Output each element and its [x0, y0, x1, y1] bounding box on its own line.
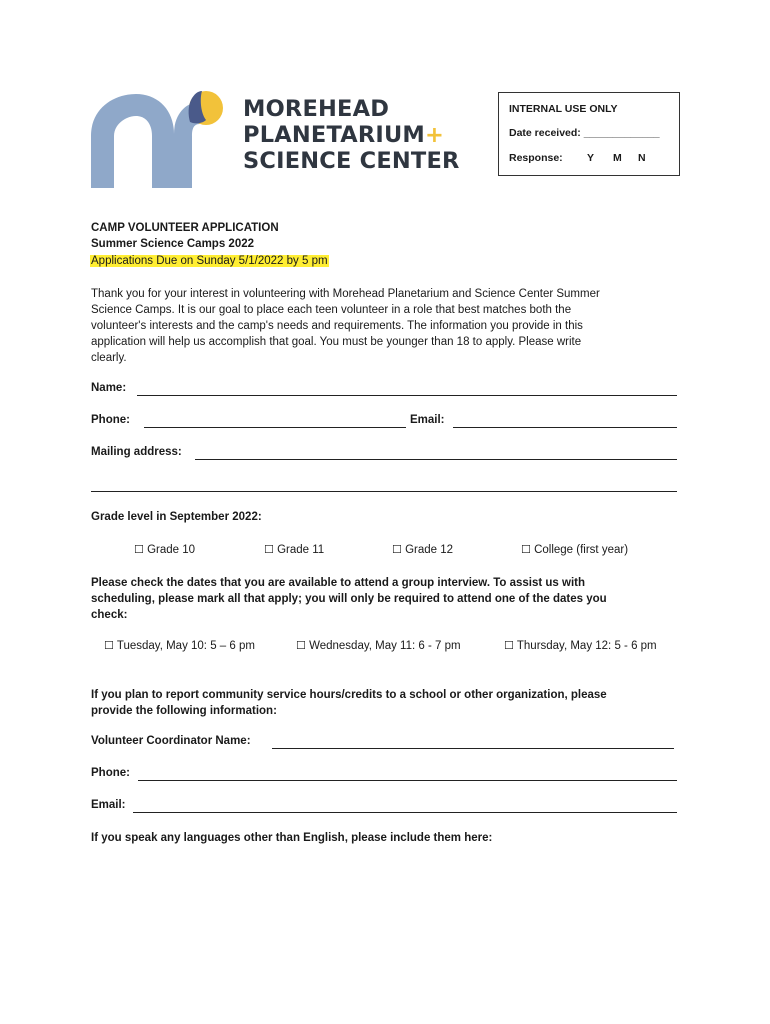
intro-line: clearly.	[91, 352, 127, 364]
instruction-line: Please check the dates that you are available to attend a group interview. To assist us with	[91, 577, 586, 589]
checkbox-icon: ☐	[392, 543, 402, 556]
coordinator-email-label: Email:	[91, 799, 126, 811]
intro-line: Thank you for your interest in volunteering with Morehead Planetarium and Science Center Summer	[91, 288, 600, 300]
response-option-y[interactable]: Y	[587, 152, 595, 164]
mailing-address-label: Mailing address:	[91, 446, 182, 458]
grade-10-checkbox[interactable]	[134, 543, 195, 556]
checkbox-icon: ☐	[504, 639, 514, 652]
interview-tuesday-checkbox[interactable]	[104, 639, 255, 652]
checkbox-icon: ☐	[296, 639, 306, 652]
instruction-line: If you plan to report community service hours/credits to a school or other organization, please	[91, 689, 607, 701]
logo-line-2	[243, 122, 460, 148]
college-checkbox[interactable]	[521, 543, 628, 556]
instruction-line: scheduling, please mark all that apply; you will only be required to attend one of the dates you	[91, 593, 607, 605]
instruction-line: provide the following information:	[91, 705, 277, 717]
coordinator-phone-label: Phone:	[91, 767, 130, 779]
interview-thursday-checkbox[interactable]	[504, 639, 657, 652]
email-label: Email:	[410, 414, 445, 426]
form-title: CAMP VOLUNTEER APPLICATION	[91, 222, 279, 234]
logo-line-3: SCIENCE CENTER	[243, 148, 460, 174]
logo-line-1: MOREHEAD	[243, 96, 390, 122]
response-option-n[interactable]: N	[638, 152, 646, 164]
logo-line-2-text: PLANETARIUM	[243, 122, 426, 148]
option-label: Grade 11	[277, 544, 325, 556]
internal-use-box	[498, 92, 680, 176]
organization-logo-text	[243, 96, 460, 174]
email-field[interactable]	[453, 427, 677, 428]
grade-level-label: Grade level in September 2022:	[91, 511, 262, 523]
coordinator-phone-field[interactable]	[138, 780, 677, 781]
coordinator-name-field[interactable]	[272, 748, 674, 749]
internal-use-title: INTERNAL USE ONLY	[509, 103, 618, 115]
plus-icon: +	[425, 122, 445, 148]
name-field[interactable]	[137, 395, 677, 396]
interview-wednesday-checkbox[interactable]	[296, 639, 461, 652]
option-label: Wednesday, May 11: 6 - 7 pm	[309, 640, 461, 652]
checkbox-icon: ☐	[521, 543, 531, 556]
phone-field[interactable]	[144, 427, 406, 428]
community-service-instructions	[91, 687, 691, 719]
phone-label: Phone:	[91, 414, 130, 426]
languages-label: If you speak any languages other than English, please include them here:	[91, 832, 493, 844]
interview-instructions	[91, 575, 691, 623]
checkbox-icon: ☐	[134, 543, 144, 556]
response-label: Response:	[509, 152, 563, 164]
option-label: Grade 12	[405, 544, 454, 556]
mailing-address-field[interactable]	[195, 459, 677, 460]
grade-12-checkbox[interactable]	[392, 543, 453, 556]
date-received-label: Date received: _____________	[509, 127, 660, 139]
intro-line: application will help us accomplish that goal. You must be younger than 18 to apply. Please write	[91, 336, 582, 348]
checkbox-icon: ☐	[264, 543, 274, 556]
checkbox-icon: ☐	[104, 639, 114, 652]
intro-line: Science Camps. It is our goal to place each teen volunteer in a role that best matches both the	[91, 304, 572, 316]
coordinator-name-label: Volunteer Coordinator Name:	[91, 735, 251, 747]
mailing-address-field-line-2[interactable]	[91, 491, 677, 492]
coordinator-email-field[interactable]	[133, 812, 677, 813]
intro-paragraph	[91, 286, 691, 366]
response-option-m[interactable]: M	[613, 152, 622, 164]
due-date-highlight: Applications Due on Sunday 5/1/2022 by 5 pm	[91, 255, 328, 267]
intro-line: volunteer's interests and the camp's needs and requirements. The information you provide in this	[91, 320, 583, 332]
name-label: Name:	[91, 382, 127, 394]
form-subtitle: Summer Science Camps 2022	[91, 238, 255, 250]
option-label: Grade 10	[147, 544, 196, 556]
instruction-line: check:	[91, 609, 128, 621]
option-label: College (first year)	[534, 544, 629, 556]
option-label: Thursday, May 12: 5 - 6 pm	[516, 640, 657, 652]
morehead-logo-mark	[88, 88, 228, 192]
grade-11-checkbox[interactable]	[264, 543, 324, 556]
option-label: Tuesday, May 10: 5 – 6 pm	[116, 640, 255, 652]
